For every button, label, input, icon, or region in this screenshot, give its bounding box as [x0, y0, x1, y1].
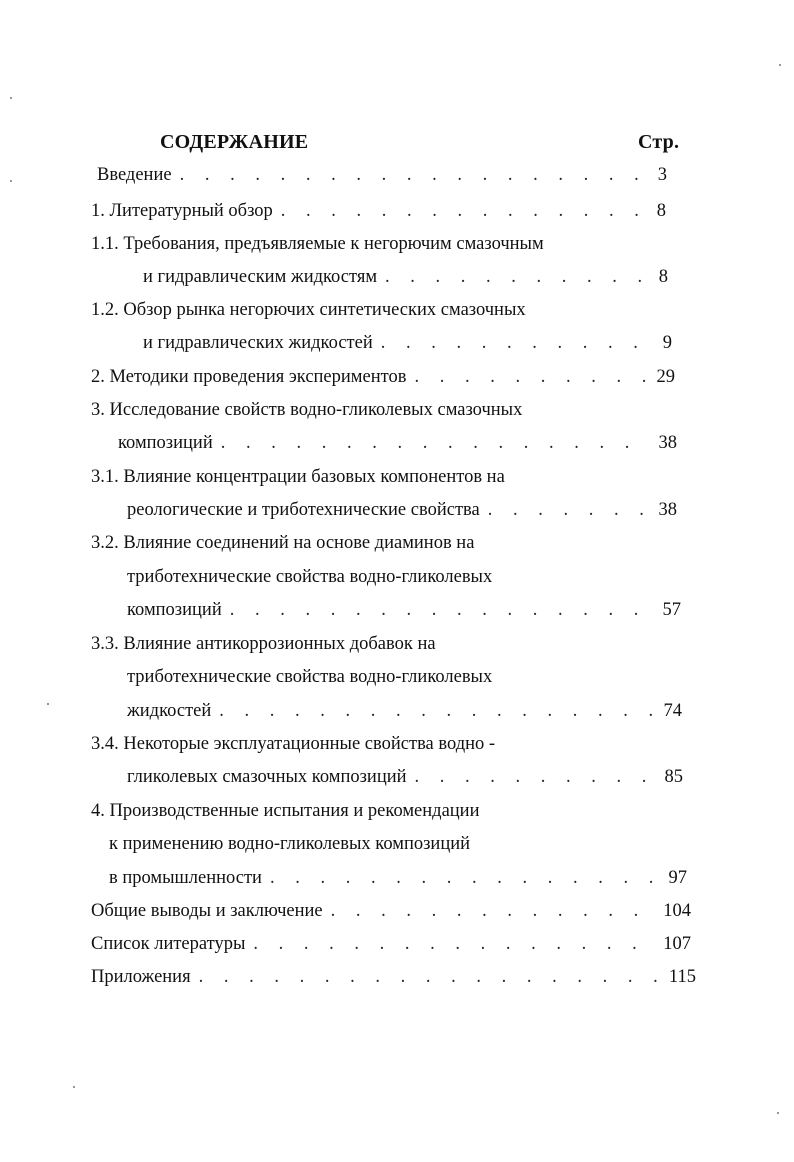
toc-entry-text: 3.3. Влияние антикоррозионных добавок на: [91, 634, 436, 654]
toc-entry-page: 38: [658, 433, 677, 453]
toc-dot-leader: [219, 698, 655, 724]
scan-speck: [10, 97, 12, 99]
toc-entry-appendices: [91, 964, 696, 990]
scan-speck: [777, 1112, 779, 1114]
toc-entry-page: 57: [662, 600, 681, 620]
toc-dot-leader: [270, 865, 661, 891]
toc-entry-introduction: [97, 162, 667, 188]
toc-dot-leader: [488, 497, 651, 523]
toc-entry-page: 8: [658, 267, 668, 287]
toc-entry-page: 74: [663, 701, 682, 721]
toc-entry-text: композиций: [127, 600, 222, 620]
toc-entry-3-3-cont1: [127, 664, 492, 690]
toc-entry-text: 1. Литературный обзор: [91, 201, 273, 221]
toc-entry-3-1: [91, 464, 505, 490]
toc-entry-1-1: [91, 231, 544, 257]
toc-entry-3-4: [91, 731, 495, 757]
scan-speck: [47, 703, 49, 705]
toc-entry-page: 29: [656, 367, 675, 387]
page-column-header: Стр.: [638, 131, 680, 153]
toc-entry-3-2-cont2: [127, 597, 681, 623]
toc-entry-1-2: [91, 297, 526, 323]
toc-entry-page: 9: [662, 333, 672, 353]
toc-dot-leader: [331, 898, 656, 924]
toc-title: СОДЕРЖАНИЕ: [160, 131, 309, 153]
toc-entry-text: в промышленности: [109, 868, 262, 888]
toc-entry-text: триботехнические свойства водно-гликолевых: [127, 567, 493, 587]
toc-entry-3-3: [91, 631, 436, 657]
toc-entry-page: 3: [657, 165, 667, 185]
toc-entry-text: триботехнические свойства водно-гликолевых: [127, 667, 493, 687]
toc-entry-text: и гидравлическим жидкостям: [143, 267, 378, 287]
toc-entry-text: реологические и триботехнические свойства: [127, 500, 480, 520]
toc-entry-text: 3. Исследование свойств водно-гликолевых смазочных: [91, 400, 523, 420]
scan-speck: [10, 180, 12, 182]
toc-entry-1: [91, 198, 666, 224]
toc-entry-references: [91, 931, 691, 957]
toc-entry-text: гликолевых смазочных композиций: [127, 767, 407, 787]
toc-entry-3-1-cont: [127, 497, 677, 523]
toc-entry-text: Общие выводы и заключение: [91, 901, 323, 921]
toc-entry-text: 1.1. Требования, предъявляемые к негорючим смазочным: [91, 234, 544, 254]
toc-entry-2: [91, 364, 675, 390]
toc-entry-text: к применению водно-гликолевых композиций: [109, 834, 471, 854]
toc-entry-3-2: [91, 530, 474, 556]
toc-entry-page: 107: [663, 934, 691, 954]
toc-dot-leader: [253, 931, 655, 957]
toc-entry-page: 104: [663, 901, 691, 921]
toc-entry-4: [91, 798, 479, 824]
toc-dot-leader: [230, 597, 655, 623]
toc-entry-text: жидкостей: [127, 701, 212, 721]
toc-entry-text: Введение: [97, 165, 172, 185]
toc-entry-text: 4. Производственные испытания и рекомендации: [91, 801, 480, 821]
toc-entry-text: 2. Методики проведения экспериментов: [91, 367, 407, 387]
toc-entry-page: 38: [658, 500, 677, 520]
toc-entry-page: 97: [668, 868, 687, 888]
scan-speck: [73, 1086, 75, 1088]
toc-dot-leader: [414, 364, 648, 390]
toc-entry-3-4-cont: [127, 764, 683, 790]
toc-entry-1-1-cont: [143, 264, 668, 290]
toc-dot-leader: [385, 264, 651, 290]
toc-entry-page: 8: [656, 201, 666, 221]
toc-dot-leader: [180, 162, 650, 188]
toc-entry-text: Приложения: [91, 967, 191, 987]
toc-dot-leader: [281, 198, 649, 224]
toc-dot-leader: [199, 964, 661, 990]
toc-entry-text: Список литературы: [91, 934, 246, 954]
toc-entry-page: 115: [668, 967, 696, 987]
toc-dot-leader: [381, 330, 655, 356]
toc-entry-1-2-cont: [143, 330, 672, 356]
scan-speck: [779, 64, 781, 66]
toc-entry-text: 3.4. Некоторые эксплуатационные свойства водно -: [91, 734, 496, 754]
toc-entry-3: [91, 397, 522, 423]
toc-entry-page: 85: [664, 767, 683, 787]
toc-entry-text: 3.1. Влияние концентрации базовых компонентов на: [91, 467, 505, 487]
toc-entry-text: композиций: [118, 433, 213, 453]
toc-entry-4-cont1: [109, 831, 470, 857]
toc-dot-leader: [415, 764, 657, 790]
toc-dot-leader: [221, 430, 651, 456]
toc-entry-3-3-cont2: [127, 698, 682, 724]
toc-entry-text: 3.2. Влияние соединений на основе диаминов на: [91, 533, 475, 553]
toc-entry-3-cont: [118, 430, 677, 456]
toc-entry-conclusions: [91, 898, 691, 924]
toc-entry-text: и гидравлических жидкостей: [143, 333, 373, 353]
toc-entry-3-2-cont1: [127, 564, 492, 590]
toc-entry-4-cont2: [109, 865, 687, 891]
toc-entry-text: 1.2. Обзор рынка негорючих синтетических смазочных: [91, 300, 526, 320]
